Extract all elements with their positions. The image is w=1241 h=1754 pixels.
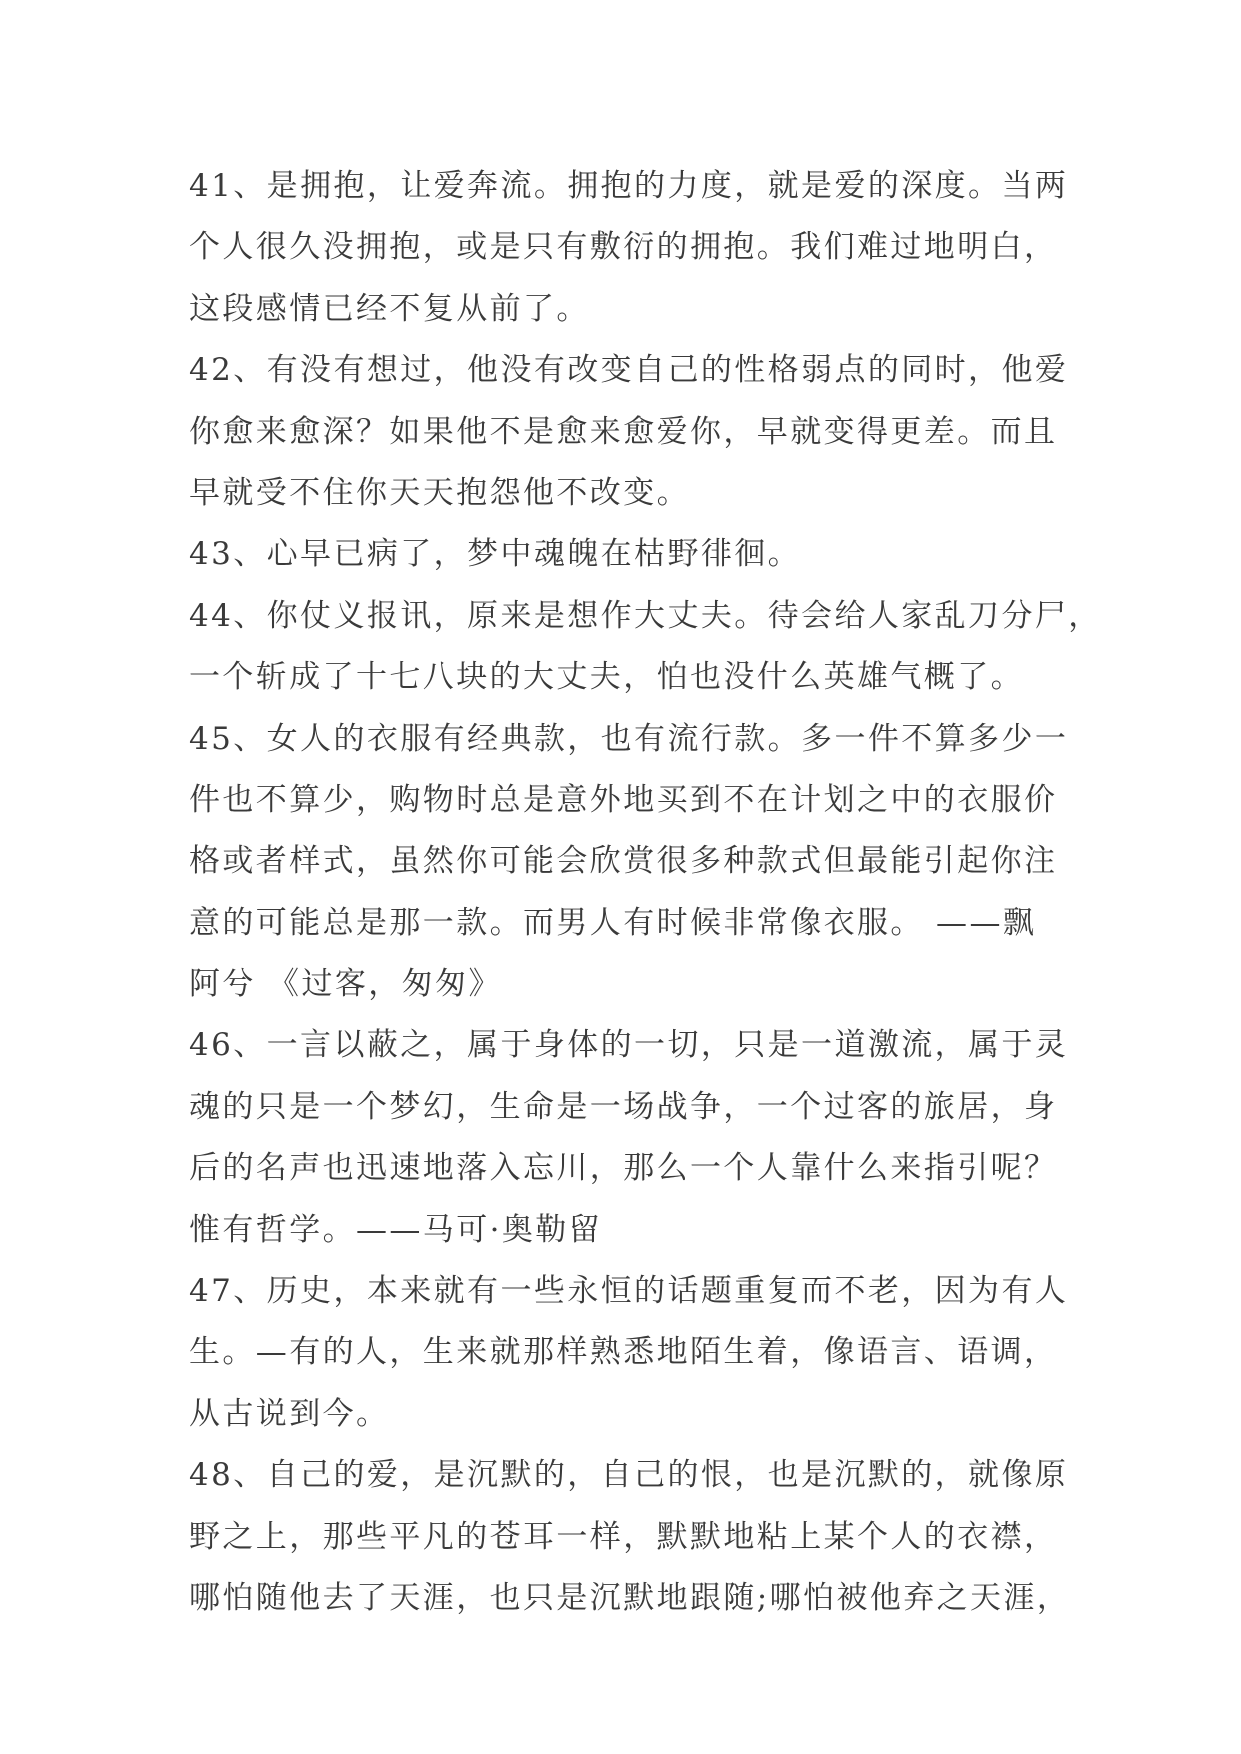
text-line: 件也不算少，购物时总是意外地买到不在计划之中的衣服价 bbox=[189, 781, 1058, 818]
text-line: 野之上，那些平凡的苍耳一样，默默地粘上某个人的衣襟， bbox=[189, 1518, 1058, 1555]
text-line: 惟有哲学。——马可·奥勒留 bbox=[189, 1211, 603, 1248]
text-line: 从古说到今。 bbox=[189, 1395, 390, 1432]
text-line: 生。—有的人，生来就那样熟悉地陌生着，像语言、语调， bbox=[189, 1334, 1058, 1371]
text-line: 后的名声也迅速地落入忘川，那么一个人靠什么来指引呢？ bbox=[189, 1150, 1058, 1187]
text-line: 41、是拥抱，让爱奔流。拥抱的力度，就是爱的深度。当两 bbox=[189, 168, 1069, 204]
text-line: 你愈来愈深？如果他不是愈来愈爱你，早就变得更差。而且 bbox=[189, 413, 1058, 450]
text-line: 48、自己的爱，是沉默的，自己的恨，也是沉默的，就像原 bbox=[189, 1457, 1069, 1494]
text-line: 哪怕随他去了天涯，也只是沉默地跟随;哪怕被他弃之天涯， bbox=[189, 1579, 1071, 1616]
text-line: 一个斩成了十七八块的大丈夫，怕也没什么英雄气概了。 bbox=[189, 659, 1024, 696]
text-line: 47、历史，本来就有一些永恒的话题重复而不老，因为有人 bbox=[189, 1273, 1069, 1310]
text-line: 这段感情已经不复从前了。 bbox=[189, 290, 590, 327]
text-line: 意的可能总是那一款。而男人有时候非常像衣服。 ——飘 bbox=[189, 904, 1037, 941]
text-line: 45、女人的衣服有经典款，也有流行款。多一件不算多少一 bbox=[189, 720, 1069, 757]
text-line: 43、心早已病了，梦中魂魄在枯野徘徊。 bbox=[189, 536, 802, 573]
text-line: 魂的只是一个梦幻，生命是一场战争，一个过客的旅居，身 bbox=[189, 1088, 1058, 1125]
text-line: 44、你仗义报讯，原来是想作大丈夫。待会给人家乱刀分尸， bbox=[189, 597, 1102, 634]
text-line: 46、一言以蔽之，属于身体的一切，只是一道激流，属于灵 bbox=[189, 1027, 1069, 1064]
text-line: 阿兮 《过客，匆匆》 bbox=[189, 966, 502, 1003]
text-line: 42、有没有想过，他没有改变自己的性格弱点的同时，他爱 bbox=[189, 352, 1069, 389]
document-body bbox=[189, 156, 1102, 1629]
text-line: 早就受不住你天天抱怨他不改变。 bbox=[189, 474, 690, 511]
text-line: 格或者样式，虽然你可能会欣赏很多种款式但最能引起你注 bbox=[189, 843, 1058, 880]
text-line: 个人很久没拥抱，或是只有敷衍的拥抱。我们难过地明白， bbox=[189, 229, 1058, 266]
